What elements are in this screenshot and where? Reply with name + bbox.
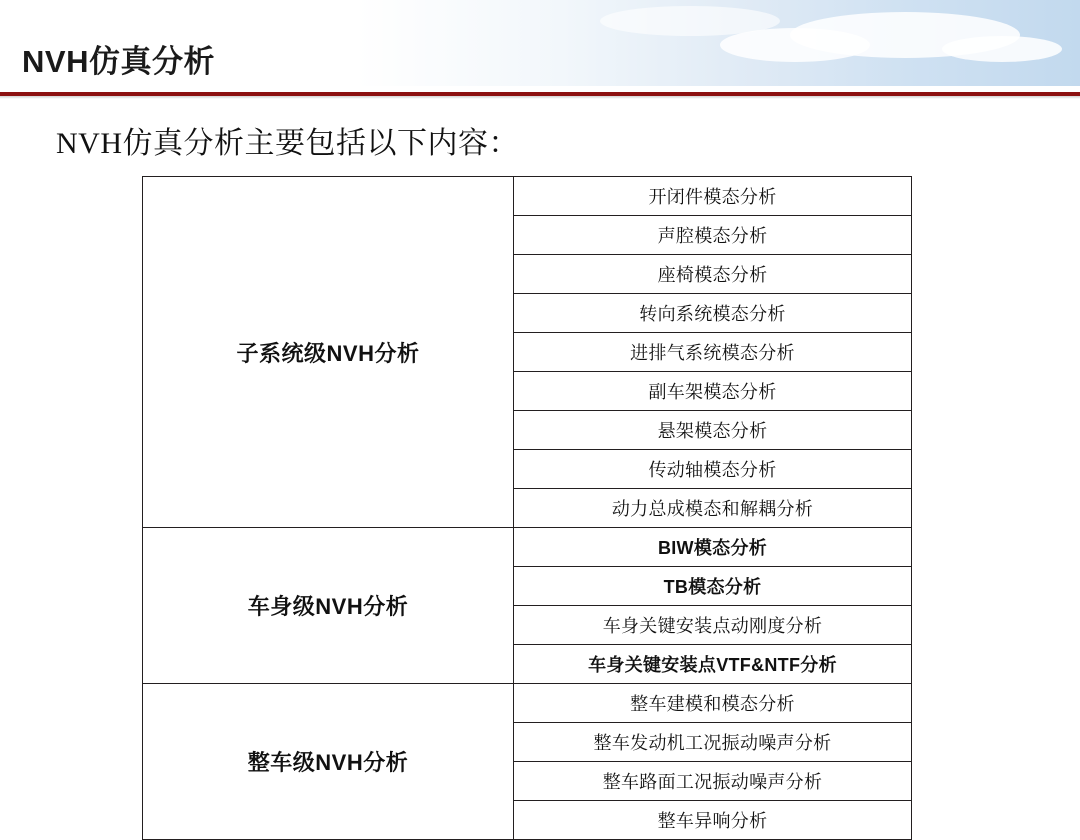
table-item-cell: 转向系统模态分析: [514, 294, 912, 333]
table-item-cell: 车身关键安装点动刚度分析: [514, 606, 912, 645]
cloud-decoration-icon: [720, 28, 870, 62]
table-item-cell: TB模态分析: [514, 567, 912, 606]
table-item-cell: BIW模态分析: [514, 528, 912, 567]
nvh-analysis-table: [142, 176, 912, 840]
table-item-cell: 副车架模态分析: [514, 372, 912, 411]
table-item-cell: 整车发动机工况振动噪声分析: [514, 723, 912, 762]
table-item-cell: 座椅模态分析: [514, 255, 912, 294]
table-item-cell: 开闭件模态分析: [514, 177, 912, 216]
table-item-cell: 车身关键安装点VTF&NTF分析: [514, 645, 912, 684]
cloud-decoration-icon: [942, 36, 1062, 62]
table-item-cell: 进排气系统模态分析: [514, 333, 912, 372]
page-title: NVH仿真分析: [22, 44, 215, 79]
header-divider-shadow: [0, 96, 1080, 99]
table-category-cell: 子系统级NVH分析: [143, 177, 514, 528]
table-item-cell: 动力总成模态和解耦分析: [514, 489, 912, 528]
table-row: [143, 528, 912, 567]
table-row: [143, 177, 912, 216]
table-category-cell: 整车级NVH分析: [143, 684, 514, 840]
table-item-cell: 整车建模和模态分析: [514, 684, 912, 723]
table-item-cell: 声腔模态分析: [514, 216, 912, 255]
section-subtitle: NVH仿真分析主要包括以下内容：: [56, 127, 519, 160]
table-item-cell: 传动轴模态分析: [514, 450, 912, 489]
table-row: [143, 684, 912, 723]
table-item-cell: 整车异响分析: [514, 801, 912, 840]
table-item-cell: 悬架模态分析: [514, 411, 912, 450]
table-item-cell: 整车路面工况振动噪声分析: [514, 762, 912, 801]
table-category-cell: 车身级NVH分析: [143, 528, 514, 684]
